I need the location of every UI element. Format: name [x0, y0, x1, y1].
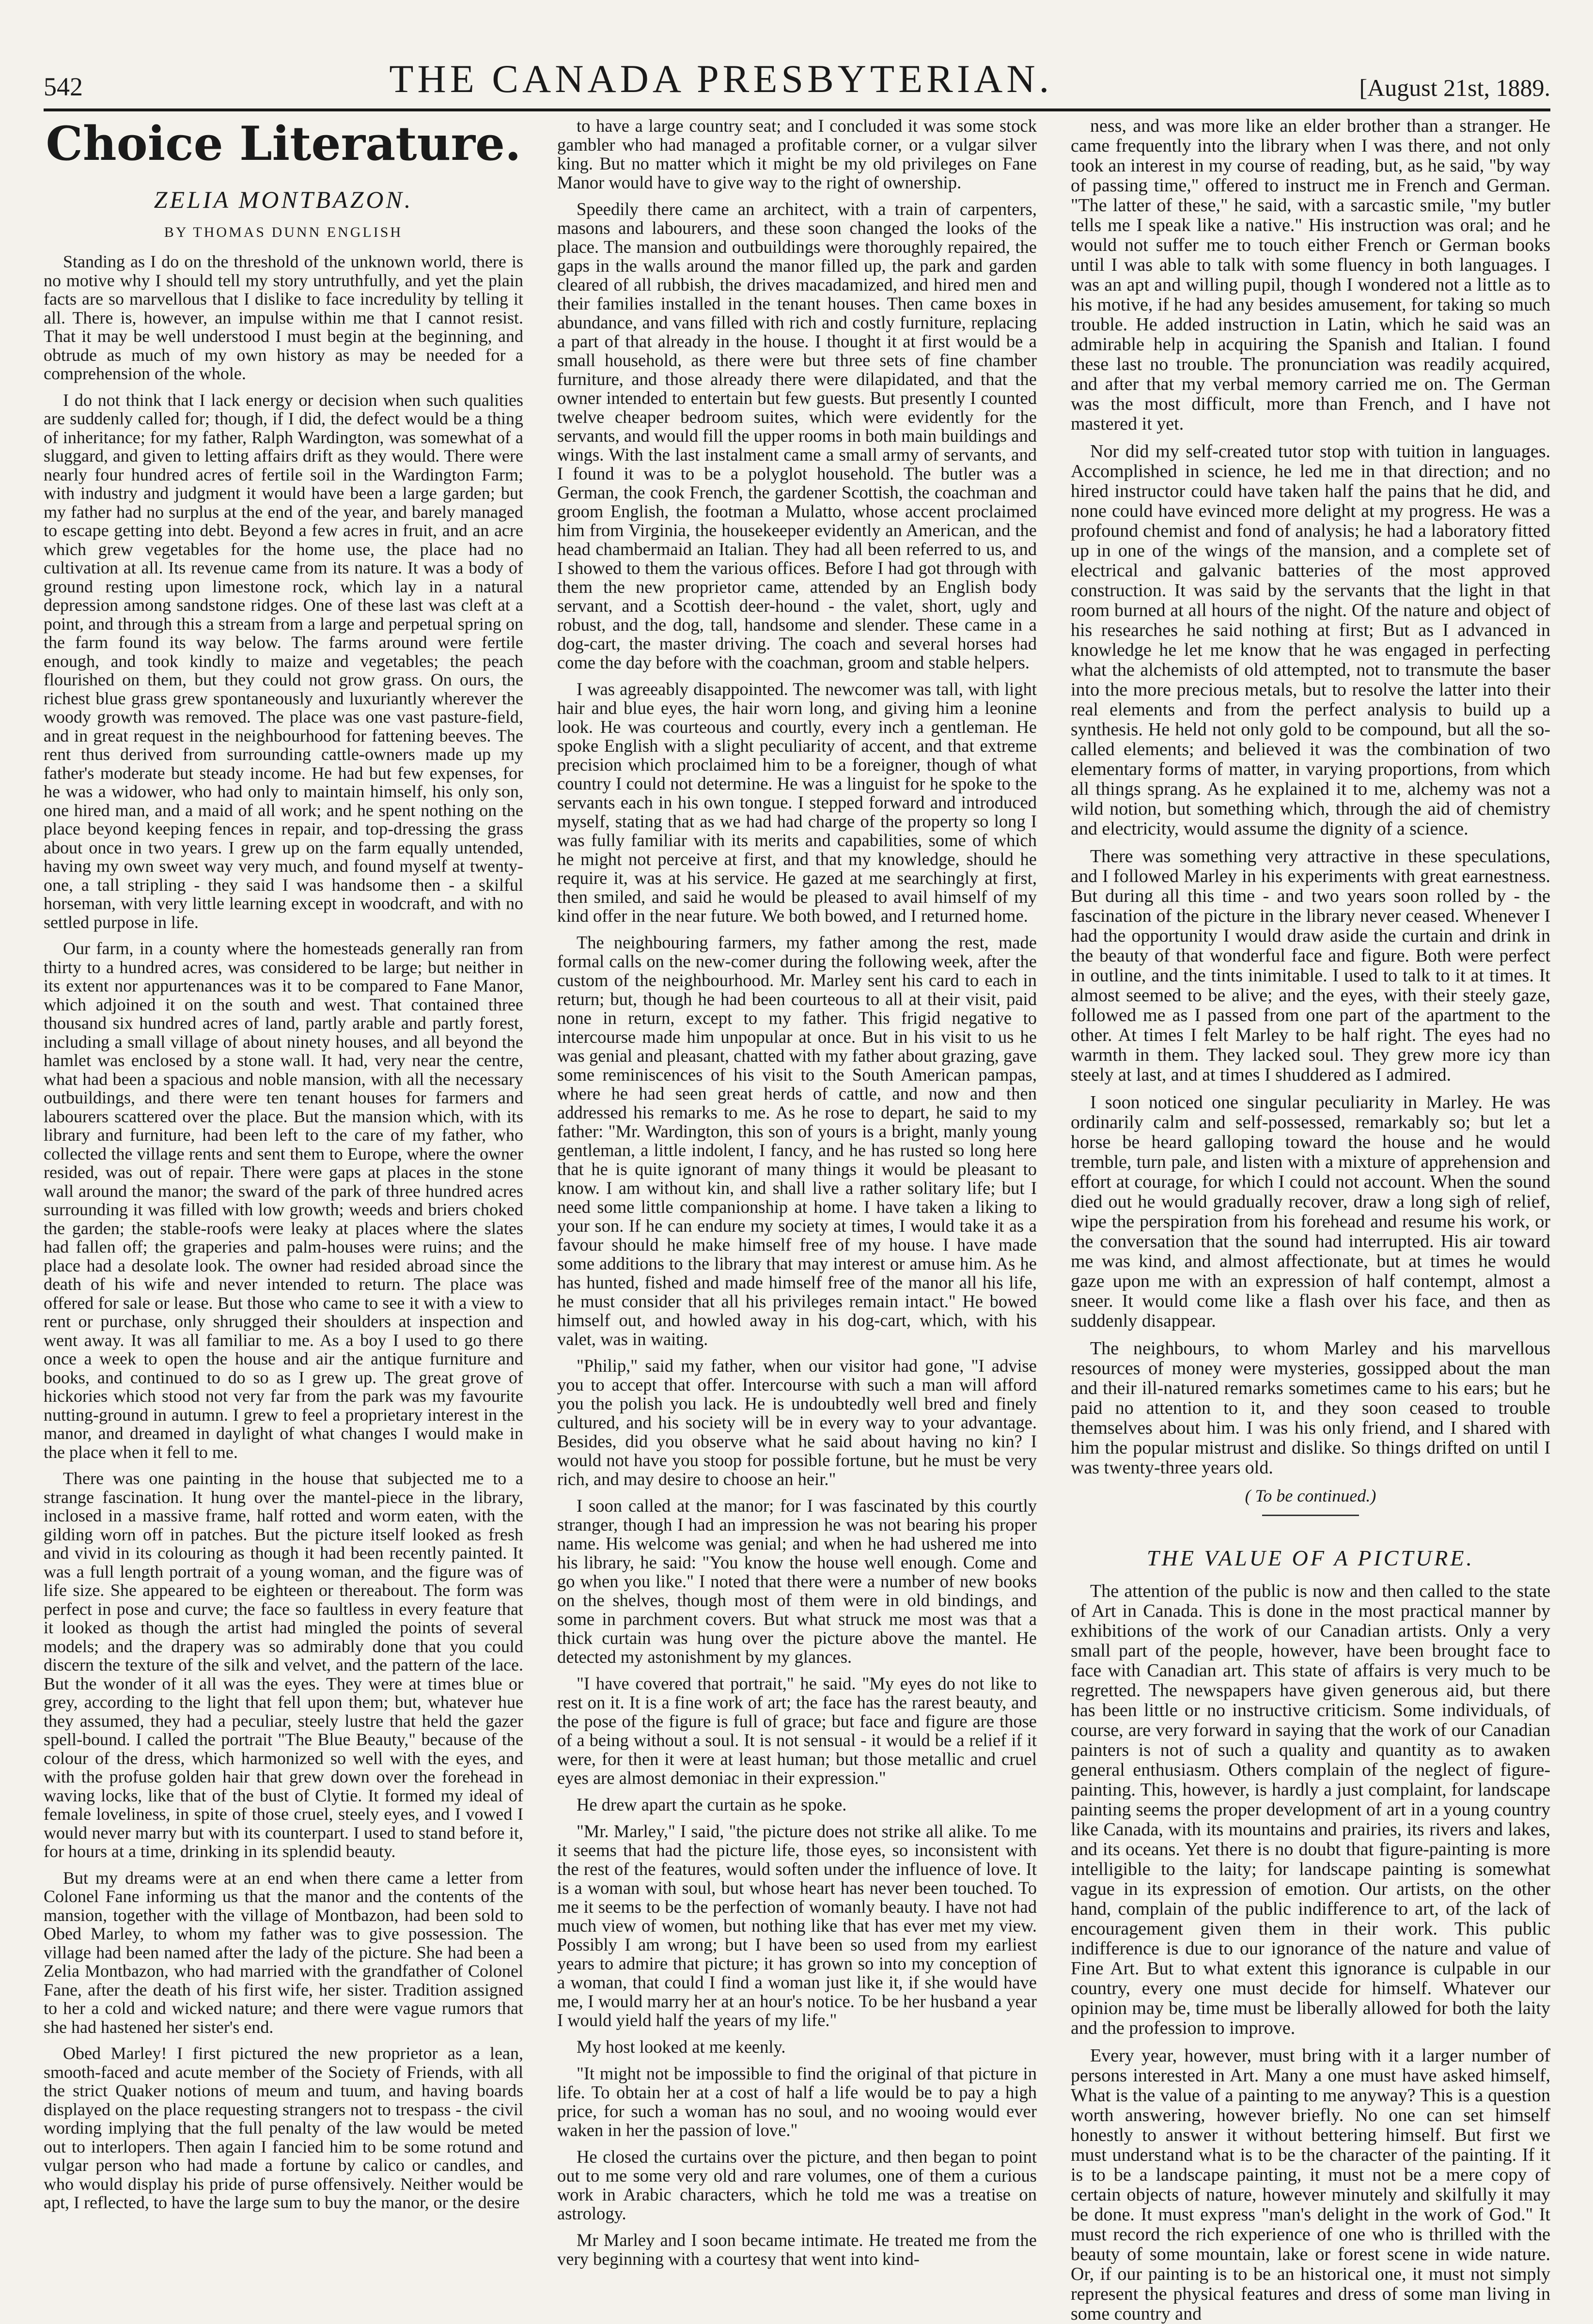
issue-date: [August 21st, 1889. [1359, 74, 1550, 101]
paragraph: Speedily there came an architect, with a train of carpenters, masons and labourers, and these soon changed the looks of the place. The mansion and outbuildings were thoroughly repaired, the gaps in the walls around the manor filled up, the park and garden cleared of all rubbish, the drives macadamized, and hired men and their families installed in the tenant houses. Then came boxes in abundance, and vans filled with rich and costly furniture, replacing a part of that already in the house. I thought it at first would be a small household, as there were but three sets of fine chamber furniture, and those already there were dilapidated, and that the owner intended to entertain but few guests. But presently I counted twelve cheaper bedroom suites, which were evidently for the servants, and would fill the upper rooms in both main buildings and wings. With the last instalment came a small army of servants, and I found it was to be a polyglot household. The butler was a German, the cook French, the gardener Scottish, the coachman and groom English, the footman a Mulatto, whose accent proclaimed him from Virginia, the housekeeper evidently an American, and the head chambermaid an Italian. They had all been referred to us, and I showed to them the various offices. Before I had got through with them the new proprietor came, attended by an English body servant, and a Scottish deer-hound - the valet, short, ugly and robust, and the dog, tall, handsome and slender. These came in a dog-cart, the master driving. The coach and several horses had come the day before with the coachman, groom and stable helpers. [557, 199, 1037, 672]
paragraph: Standing as I do on the threshold of the unknown world, there is no motive why I should tell my story untruthfully, and yet the plain facts are so marvellous that I dislike to face incredulity by telling it all. There is, however, an impulse within me that I cannot resist. That it may be well understood I must begin at the beginning, and obtrude as much of my own history as may be needed for a comprehension of the whole. [44, 252, 523, 383]
paragraph: Our farm, in a county where the homesteads generally ran from thirty to a hundred acres, was considered to be large; but neither in its extent nor appurtenances was it to be compared to Fane Manor, which adjoined it on the south and west. That contained three thousand six hundred acres of land, partly arable and partly forest, including a small village of about ninety houses, and all beyond the hamlet was enclosed by a stone wall. It had, very near the centre, what had been a spacious and noble mansion, with all the necessary outbuildings, and there were ten tenant houses for farmers and labourers scattered over the place. But the mansion which, with its library and furniture, had been left to the care of my father, who collected the village rents and sent them to Europe, where the owner resided, was out of repair. There were gaps at places in the stone wall around the manor; the sward of the park of three hundred acres surrounding it was filled with low growth; weeds and briers choked the garden; the stable-roofs were leaky at places where the slates had fallen off; the graperies and palm-houses were ruins; and the place had a desolate look. The owner had resided abroad since the death of his wife and never intended to return. The place was offered for sale or lease. But those who came to see it with a view to rent or purchase, only shrugged their shoulders at inspection and went away. It was all familiar to me. As a boy I used to go there once a week to open the house and air the antique furniture and books, and continued to do so as I grew up. The great grove of hickories which stood not very far from the park was my favourite nutting-ground in autumn. I grew to feel a proprietary interest in the manor, and dreamed in daylight of what changes I would make in the place when it fell to me. [44, 939, 523, 1462]
paragraph: There was one painting in the house that subjected me to a strange fascination. It hung over the mantel-piece in the library, inclosed in a massive frame, half rotted and worm eaten, with the gilding worn off in patches. But the picture itself looked as fresh and vivid in its colouring as though it had been recently painted. It was a full length portrait of a young woman, and the figure was of life size. She appeared to be eighteen or thereabout. The form was perfect in pose and curve; the face so faultless in every feature that it looked as though the artist had mingled the points of several models; and the drapery was so admirably done that you could discern the texture of the silk and velvet, and the pattern of the lace. But the wonder of it all was the eyes. They were at times blue or grey, according to the light that fell upon them; but, whatever hue they assumed, they had a peculiar, steely lustre that held the gazer spell-bound. I called the portrait "The Blue Beauty," because of the colour of the dress, which harmonized so well with the eyes, and with the profuse golden hair that grew down over the forehead in waving locks, like that of the bust of Clytie. It formed my ideal of female loveliness, in spite of those cruel, steely eyes, and I vowed I would never marry but with its counterpart. I used to stand before it, for hours at a time, drinking in its splendid beauty. [44, 1469, 523, 1861]
continued-note: ( To be continued.) [1245, 1486, 1376, 1505]
paragraph: ness, and was more like an elder brother than a stranger. He came frequently into the library when I was there, and not only took an interest in my course of reading, but, as he said, "by way of passing time," offered to instruct me in French and German. "The latter of these," he said, with a sarcastic smile, "my butler tells me I speak like a native." His instruction was oral; and he would not suffer me to touch either French or German books until I was able to talk with some fluency in both languages. I was an apt and willing pupil, though I wondered not a little as to his motive, if he had any besides amusement, for taking so much trouble. He added instruction in Latin, which he said was an admirable help in acquiring the Spanish and Italian. I found these last no trouble. The pronunciation was readily acquired, and after that my verbal memory carried me on. The German was the most difficult, more than French, and I have not mastered it yet. [1071, 116, 1550, 434]
paragraph: My host looked at me keenly. [577, 2037, 786, 2057]
paragraph: Nor did my self-created tutor stop with tuition in languages. Accomplished in science, he led me in that direction; and no hired instructor could have taken half the pains that he did, and none could have evinced more delight at my progress. He was a profound chemist and fond of analysis; he had a laboratory fitted up in one of the wings of the mansion, and a complete set of electrical and galvanic batteries of the most approved construction. It was said by the servants that the light in that room burned at all hours of the night. Of the nature and object of his researches he said nothing at first; But as I advanced in knowledge he let me know that he was engaged in perfecting what the alchemists of old attempted, not to transmute the baser into the more precious metals, but to resolve the latter into their real elements and from the perfect analysis to build up a synthesis. He held not only gold to be compound, but all the so-called elements; and believed it was the combination of two elementary forms of matter, in varying proportions, from which all things sprang. As he explained it to me, alchemy was not a wild notion, but something which, through the aid of chemistry and electricity, would assume the dignity of a science. [1071, 441, 1550, 839]
page-number: 542 [44, 72, 83, 101]
column-2-body [557, 116, 1037, 2268]
paragraph: to have a large country seat; and I concluded it was some stock gambler who had managed a profitable corner, or a vulgar silver king. But no matter which it might be my old privileges on Fane Manor would have to give way to the right of ownership. [557, 116, 1037, 192]
newspaper-title: THE CANADA PRESBYTERIAN. [389, 57, 1053, 101]
paragraph: He drew apart the curtain as he spoke. [577, 1795, 847, 1814]
divider [1262, 1515, 1359, 1516]
paragraph: There was something very attractive in these speculations, and I followed Marley in his experiments with great earnestness. But during all this time - and two years soon rolled by - the fascination of the picture in the library never ceased. Whenever I had the opportunity I would draw aside the curtain and drink in the beauty of that wonderful face and figure. Both were perfect in outline, and the tints inimitable. I used to talk to it at times. It almost seemed to be alive; and the eyes, with their steely gaze, followed me as I passed from one part of the apartment to the other. At times I felt Marley to be half right. The eyes had no warmth in them. They lacked soul. They grew more icy than steely at last, and at times I shuddered as I admired. [1071, 846, 1550, 1085]
paragraph: I soon noticed one singular peculiarity in Marley. He was ordinarily calm and self-possessed, remarkably so; but let a horse be heard galloping toward the house and he would tremble, turn pale, and listen with a mixture of apprehension and effort at courage, for which I could not account. When the sound died out he would gradually recover, draw a long sigh of relief, wipe the perspiration from his forehead and resume his work, or the conversation that the sound had interrupted. His air toward me was kind, and almost affectionate, but at times he would gaze upon me with an expression of half contempt, almost a sneer. It would come like a flash over his face, and then as suddenly disappear. [1071, 1092, 1550, 1331]
column-2 [557, 116, 1037, 2269]
column-1 [44, 116, 523, 2212]
paragraph: "It might not be impossible to find the original of that picture in life. To obtain her at a cost of half a life would be to pay a high price, for such a woman has no soul, and no wooing would ever waken in her the passion of love." [557, 2063, 1037, 2140]
paragraph: But my dreams were at an end when there came a letter from Colonel Fane informing us that the manor and the contents of the mansion, together with the village of Montbazon, had been sold to Obed Marley, to whom my father was to give possession. The village had been named after the lady of the picture. She had been a Zelia Montbazon, who had married with the grandfather of Colonel Fane, after the death of his first wife, her sister. Tradition assigned to her a cold and wicked nature; and there were vague rumors that she had hastened her sister's end. [44, 1868, 523, 2037]
paragraph: The neighbours, to whom Marley and his marvellous resources of money were mysteries, gossipped about the man and their ill-natured remarks sometimes came to his ears; but he paid no attention to it, and they soon ceased to trouble themselves about him. I was his only friend, and I shared with him the popular mistrust and dislike. So things drifted on until I was twenty-three years old. [1071, 1338, 1550, 1478]
article-title: THE VALUE OF A PICTURE. [1147, 1546, 1474, 1570]
article-body [1071, 1581, 1550, 2324]
paragraph: Every year, however, must bring with it a larger number of persons interested in Art. Many a one must have asked himself, What is the value of a painting to me anyway? This is a question worth answering, however briefly. No one can set himself honestly to answer it without bettering himself. But first we must understand what is to be the character of the painting. If it is to be a landscape painting, it must not be a mere copy of certain objects of nature, however minutely and skilfully it may be done. It must express "man's delight in the work of God." It must record the rich experience of one who is thrilled with the beauty of some mountain, lake or forest scene in wide nature. Or, if our painting is to be an historical one, it must not simply represent the physical features and dress of some man living in some country and [1071, 2045, 1550, 2324]
page-header [44, 29, 1550, 111]
paragraph: Obed Marley! I first pictured the new proprietor as a lean, smooth-faced and acute member of the Society of Friends, with all the strict Quaker notions of meum and tuum, and having boards displayed on the place requesting strangers not to trespass - the civil wording implying that the full penalty of the law would be meted out to interlopers. Then again I fancied him to be some rotund and vulgar person who had made a fortune by calico or candles, and who would display his pride of purse offensively. Neither would be apt, I reflected, to have the large sum to buy the manor, or the desire [44, 2044, 523, 2212]
paragraph: The attention of the public is now and then called to the state of Art in Canada. This is done in the most practical manner by exhibitions of the work of our Canadian artists. Only a very small part of the people, however, have been brought face to face with Canadian art. This state of affairs is very much to be regretted. The newspapers have given generous aid, but there has been little or no instructive criticism. Some individuals, of course, are very forward in saying that the work of our Canadian painters is not of such a quality and quantity as to awaken general enthusiasm. Others complain of the neglect of figure-painting. This, however, is hardly a just complaint, for landscape painting seems the proper development of art in a young country like Canada, with its mountains and prairies, its rivers and lakes, and its oceans. Yet there is no doubt that figure-painting is more intelligible to the laity; for landscape painting is somewhat vague in its expression of emotion. Our artists, on the other hand, complain of the public indifference to art, of the lack of encouragement given them in their work. This public indifference is due to our ignorance of the nature and value of Fine Art. But to what extent this ignorance is culpable in our country, every one must decide for himself. Whatever our opinion may be, time must be liberally allowed for both the laity and the profession to improve. [1071, 1581, 1550, 2038]
paragraph: Mr Marley and I soon became intimate. He treated me from the very beginning with a courtesy that went into kind- [557, 2230, 1037, 2269]
paragraph: "Philip," said my father, when our visitor had gone, "I advise you to accept that offer. Intercourse with such a man will afford you the polish you lack. He is undoubtedly well bred and finely cultured, and his society will be in every way to your advantage. Besides, did you observe what he said about having no kin? I would not have you stoop for possible fortune, but he must be very rich, and may desire to choose an heir." [557, 1356, 1037, 1489]
column-3-body [1071, 116, 1550, 1478]
story-byline: BY THOMAS DUNN ENGLISH [164, 224, 403, 240]
column-3 [1071, 116, 1550, 2324]
paragraph: "I have covered that portrait," he said. "My eyes do not like to rest on it. It is a fine work of art; the face has the rarest beauty, and the pose of the figure is full of grace; but face and figure are those of a being without a soul. It is not sensual - it would be a relief if it were, for then it were at least human; but those metallic and cruel eyes are almost demoniac in their expression." [557, 1673, 1037, 1788]
column-1-body [44, 252, 523, 2212]
section-title: Choice Literature. [46, 116, 521, 171]
paragraph: I was agreeably disappointed. The newcomer was tall, with light hair and blue eyes, the hair worn long, and giving him a leonine look. He was courteous and courtly, every inch a gentleman. He spoke English with a slight peculiarity of accent, and that extreme precision which proclaimed him to be a foreigner, though of what country I could not determine. He was a linguist for he spoke to the servants each in his own tongue. I stepped forward and introduced myself, stating that as we had had charge of the property so long I was fully familiar with its merits and capabilities, some of which he might not perceive at first, and that my knowledge, should he require it, was at his service. He gazed at me searchingly at first, then smiled, and said he would be pleased to avail himself of my kind offer in the near future. We both bowed, and I returned home. [557, 679, 1037, 926]
paragraph: I do not think that I lack energy or decision when such qualities are suddenly called for; though, if I did, the defect would be a thing of inheritance; for my father, Ralph Wardington, was somewhat of a sluggard, and given to letting affairs drift as they would. There were nearly four hundred acres of fertile soil in the Wardington Farm; with industry and judgment it would have been a large garden; but my father had no surplus at the end of the year, and barely managed to escape getting into debt. Beyond a few acres in fruit, and an acre which grew vegetables for the home use, the place had no cultivation at all. Its revenue came from its nature. It was a body of ground resting upon limestone rock, which lay in a natural depression among sandstone ridges. One of these last was cleft at a point, and through this a stream from a large and perpetual spring on the farm found its way below. The farms around were fertile enough, and took kindly to maize and vegetables; the peach flourished on them, but they could not grow grass. On ours, the richest blue grass grew spontaneously and luxuriantly wherever the woody growth was removed. The place was one vast pasture-field, and in great request in the neighbourhood for fattening beeves. The rent thus derived from surrounding cattle-owners made up my father's moderate but steady income. He had but few expenses, for he was a widower, who had only to maintain himself, his only son, one hired man, and a maid of all work; and he spent nothing on the place beyond keeping fences in repair, and top-dressing the grass about once in two years. I grew up on the farm equally untended, having my own sweet way very much, and found myself at twenty-one, a tall stripling - they said I was handsome then - a skilful horseman, with very little learning except in woodcraft, and with no settled purpose in life. [44, 390, 523, 932]
story-title: ZELIA MONTBAZON. [154, 186, 413, 213]
paragraph: He closed the curtains over the picture, and then began to point out to me some very old and rare volumes, one of them a curious work in Arabic characters, which he told me was a treatise on astrology. [557, 2147, 1037, 2223]
text-columns [44, 116, 1550, 2324]
paragraph: I soon called at the manor; for I was fascinated by this courtly stranger, though I had an impression he was not bearing his proper name. His welcome was genial; and when he had ushered me into his library, he said: "You know the house well enough. Come and go when you like." I noted that there were a number of new books on the shelves, though most of them were in old bindings, and some in parchment covers. But what struck me most was that a thick curtain was hung over the picture above the mantel. He detected my astonishment by my glances. [557, 1496, 1037, 1667]
paragraph: The neighbouring farmers, my father among the rest, made formal calls on the new-comer during the following week, after the custom of the neighbourhood. Mr. Marley sent his card to each in return; but, though he had been courteous to all at their visit, paid none in return, except to my father. This frigid negative to intercourse made him unpopular at once. But in his visit to us he was genial and pleasant, chatted with my father about grazing, gave some reminiscences of his visit to the South American pampas, where he had seen great herds of cattle, and now and then addressed his remarks to me. As he rose to depart, he said to my father: "Mr. Wardington, this son of yours is a bright, manly young gentleman, a little indolent, I fancy, and he has rusted so long here that he is quite ignorant of many things it would be pleasant to know. I am without kin, and shall live a rather solitary life; but I need some little companionship at home. I have taken a liking to your son. If he can endure my society at times, I would take it as a favour should he make himself free of my house. I have made some additions to the library that may interest or amuse him. As he has hunted, fished and made himself free of the manor all his life, he must consider that all his privileges remain intact." He bowed himself out, and howled away in his dog-cart, which, with his valet, was in waiting. [557, 932, 1037, 1349]
paragraph: "Mr. Marley," I said, "the picture does not strike all alike. To me it seems that had the picture life, those eyes, so inconsistent with the rest of the features, would soften under the influence of love. It is a woman with soul, but whose heart has never been touched. To me it seems to be the perfection of womanly beauty. I have not had much view of women, but nothing like that has ever met my view. Possibly I am wrong; but I have been so used from my earliest years to admire that picture; it has grown so into my conception of a woman, that could I find a woman just like it, if she would have me, I would marry her at an hour's notice. To be her husband a year I would yield half the years of my life." [557, 1821, 1037, 2030]
